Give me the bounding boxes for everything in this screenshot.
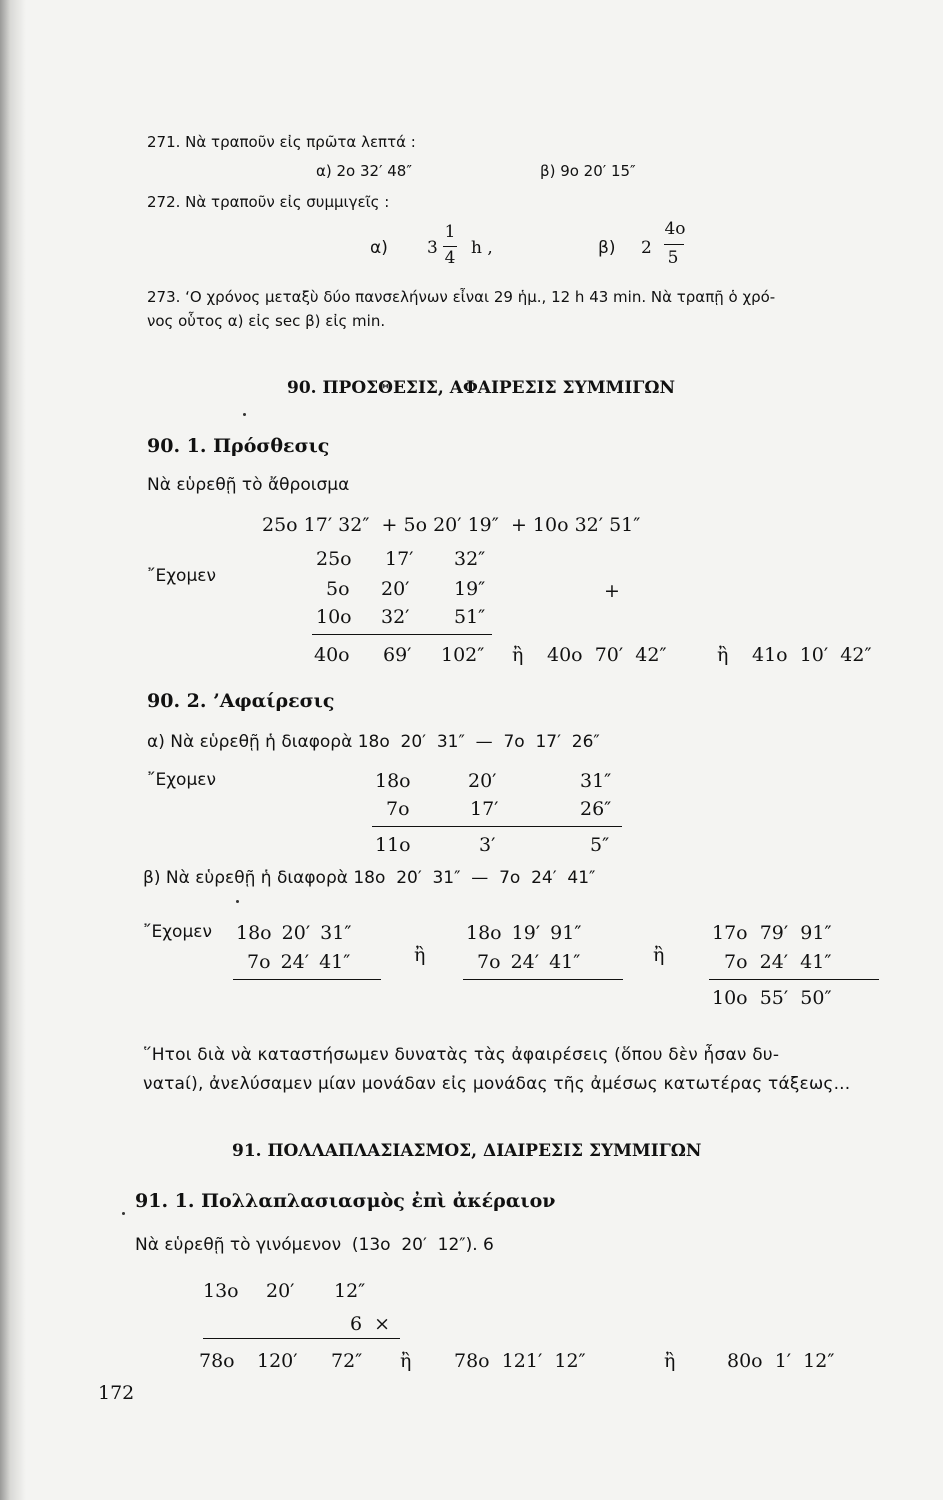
sub-b-col3-row2: 7ο 24′ 41″ xyxy=(724,951,832,973)
sub-a-result-sec: 5″ xyxy=(590,834,610,856)
or-word: ἢ xyxy=(414,944,426,966)
speck xyxy=(122,1212,125,1215)
exercise-272-a-unit: h , xyxy=(471,238,493,258)
section-90-1-intro: Νὰ εὑρεθῇ τὸ ἄθροισμα xyxy=(147,475,350,495)
sub-a-row2-sec: 26″ xyxy=(580,798,612,820)
sub-a-row1-min: 20′ xyxy=(468,770,497,792)
difference-line xyxy=(372,826,622,827)
exercise-272: 272. Νὰ τραποῦν εἰς συμμιγεῖς : xyxy=(147,193,390,211)
difference-line xyxy=(233,979,381,980)
difference-line xyxy=(709,979,879,980)
exercise-271: 271. Νὰ τραποῦν εἰς πρῶτα λεπτά : xyxy=(147,133,416,151)
sub-a-row2-deg: 7ο xyxy=(386,798,410,820)
mult-row1-sec: 12″ xyxy=(334,1280,366,1302)
exercise-271-a: α) 2ο 32′ 48″ xyxy=(316,162,412,180)
or-word: ἢ xyxy=(512,644,524,666)
sum-normalized-2: 41ο 10′ 42″ xyxy=(752,644,872,666)
section-91-title: 91. ΠΟΛΛΑΠΛΑΣΙΑΣΜΟΣ, ΔΙΑΙΡΕΣΙΣ ΣΥΜΜΙΓΩΝ xyxy=(232,1141,702,1161)
product-normalized-2: 80ο 1′ 12″ xyxy=(727,1350,835,1372)
add-row1-min: 17′ xyxy=(385,548,414,570)
exercise-273-line2: νος οὗτος α) εἰς sec β) εἰς min. xyxy=(147,312,386,330)
add-row1-deg: 25ο xyxy=(316,548,352,570)
fraction-bar xyxy=(664,244,684,245)
sum-min: 69′ xyxy=(383,644,412,666)
add-row2-sec: 19″ xyxy=(454,578,486,600)
sub-b-col3-row1: 17ο 79′ 91″ xyxy=(712,922,832,944)
sum-sec: 102″ xyxy=(441,644,485,666)
subtraction-a-intro: α) Νὰ εὑρεθῇ ἡ διαφορὰ 18ο 20′ 31″ — 7ο 17′ 26″ xyxy=(147,732,600,752)
product-normalized-1: 78ο 121′ 12″ xyxy=(454,1350,586,1372)
product-sec: 72″ xyxy=(331,1350,363,1372)
sub-b-result: 10ο 55′ 50″ xyxy=(712,987,832,1009)
add-row2-deg: 5ο xyxy=(326,578,350,600)
section-90-1-heading: 90. 1. Πρόσθεσις xyxy=(147,435,330,457)
add-row3-sec: 51″ xyxy=(454,606,486,628)
section-90-2-heading: 90. 2. ’Αφαίρεσις xyxy=(147,690,335,712)
sub-a-row1-deg: 18ο xyxy=(375,770,411,792)
multiplier: 6 × xyxy=(350,1313,391,1335)
sum-normalized-1: 40ο 70′ 42″ xyxy=(547,644,667,666)
product-deg: 78ο xyxy=(199,1350,235,1372)
echomen-label: ῎Εχομεν xyxy=(147,770,216,790)
sub-a-row1-sec: 31″ xyxy=(580,770,612,792)
speck xyxy=(236,900,239,903)
page-number: 172 xyxy=(98,1382,135,1404)
addition-expression: 25ο 17′ 32″ + 5ο 20′ 19″ + 10ο 32′ 51″ xyxy=(262,514,641,536)
exercise-272-a-label: α) xyxy=(370,238,388,258)
echomen-label: ῎Εχομεν xyxy=(147,566,216,586)
section-91-1-intro: Νὰ εὑρεθῇ τὸ γινόμενον (13ο 20′ 12″). 6 xyxy=(135,1235,494,1255)
page-binding-shadow xyxy=(0,0,26,1500)
sum-line xyxy=(312,634,492,635)
exercise-272-b-whole: 2 xyxy=(641,238,652,258)
sub-a-result-deg: 11ο xyxy=(375,834,411,856)
add-row2-min: 20′ xyxy=(381,578,410,600)
or-word: ἢ xyxy=(400,1350,412,1372)
or-word: ἢ xyxy=(664,1350,676,1372)
note-line-1: ῞Ητοι διὰ νὰ καταστήσωμεν δυνατὰς τὰς ἀφαιρέσεις (ὅπου δὲν ἦσαν δυ- xyxy=(143,1045,780,1065)
mult-row1-min: 20′ xyxy=(266,1280,295,1302)
exercise-272-b-denominator: 5 xyxy=(667,248,679,268)
section-91-1-heading: 91. 1. Πολλαπλασιασμὸς ἐπὶ ἀκέραιον xyxy=(135,1190,556,1212)
or-word: ἢ xyxy=(653,944,665,966)
sub-a-row2-min: 17′ xyxy=(470,798,499,820)
mult-row1-deg: 13ο xyxy=(203,1280,239,1302)
exercise-272-b-label: β) xyxy=(598,238,616,258)
sub-b-col2-row2: 7ο 24′ 41″ xyxy=(477,951,581,973)
echomen-label: ῎Εχομεν xyxy=(143,922,212,942)
note-line-2: νατaί), ἀνελύσαμεν μίαν μονάδαν εἰς μονάδας τῆς ἀμέσως κατωτέρας τάξεως... xyxy=(143,1074,851,1094)
product-line xyxy=(203,1338,400,1339)
product-min: 120′ xyxy=(257,1350,298,1372)
or-word: ἢ xyxy=(717,644,729,666)
exercise-273-line1: 273. ‘Ο χρόνος μεταξὺ δύο πανσελήνων εἶναι 29 ἡμ., 12 h 43 min. Νὰ τραπῇ ὁ χρό- xyxy=(147,288,776,306)
sub-a-result-min: 3′ xyxy=(479,834,496,856)
add-row3-deg: 10ο xyxy=(316,606,352,628)
sum-deg: 40ο xyxy=(314,644,350,666)
exercise-272-a-numerator: 1 xyxy=(444,222,456,242)
add-row3-min: 32′ xyxy=(381,606,410,628)
fraction-bar xyxy=(443,246,457,247)
section-90-title: 90. ΠΡΟΣΘΕΣΙΣ, ΑΦΑΙΡΕΣΙΣ ΣΥΜΜΙΓΩΝ xyxy=(287,378,676,398)
exercise-272-a-whole: 3 xyxy=(427,238,438,258)
exercise-271-b: β) 9ο 20′ 15″ xyxy=(540,162,636,180)
add-row1-sec: 32″ xyxy=(454,548,486,570)
plus-sign: + xyxy=(604,580,620,602)
sub-b-col1-row2: 7ο 24′ 41″ xyxy=(247,951,351,973)
sub-b-col2-row1: 18ο 19′ 91″ xyxy=(466,922,582,944)
speck xyxy=(243,413,246,416)
exercise-272-a-denominator: 4 xyxy=(444,248,456,268)
subtraction-b-intro: β) Νὰ εὑρεθῇ ἡ διαφορὰ 18ο 20′ 31″ — 7ο 24′ 41″ xyxy=(143,868,596,888)
sub-b-col1-row1: 18ο 20′ 31″ xyxy=(236,922,352,944)
difference-line xyxy=(463,979,623,980)
exercise-272-b-numerator: 4ο xyxy=(664,219,686,239)
